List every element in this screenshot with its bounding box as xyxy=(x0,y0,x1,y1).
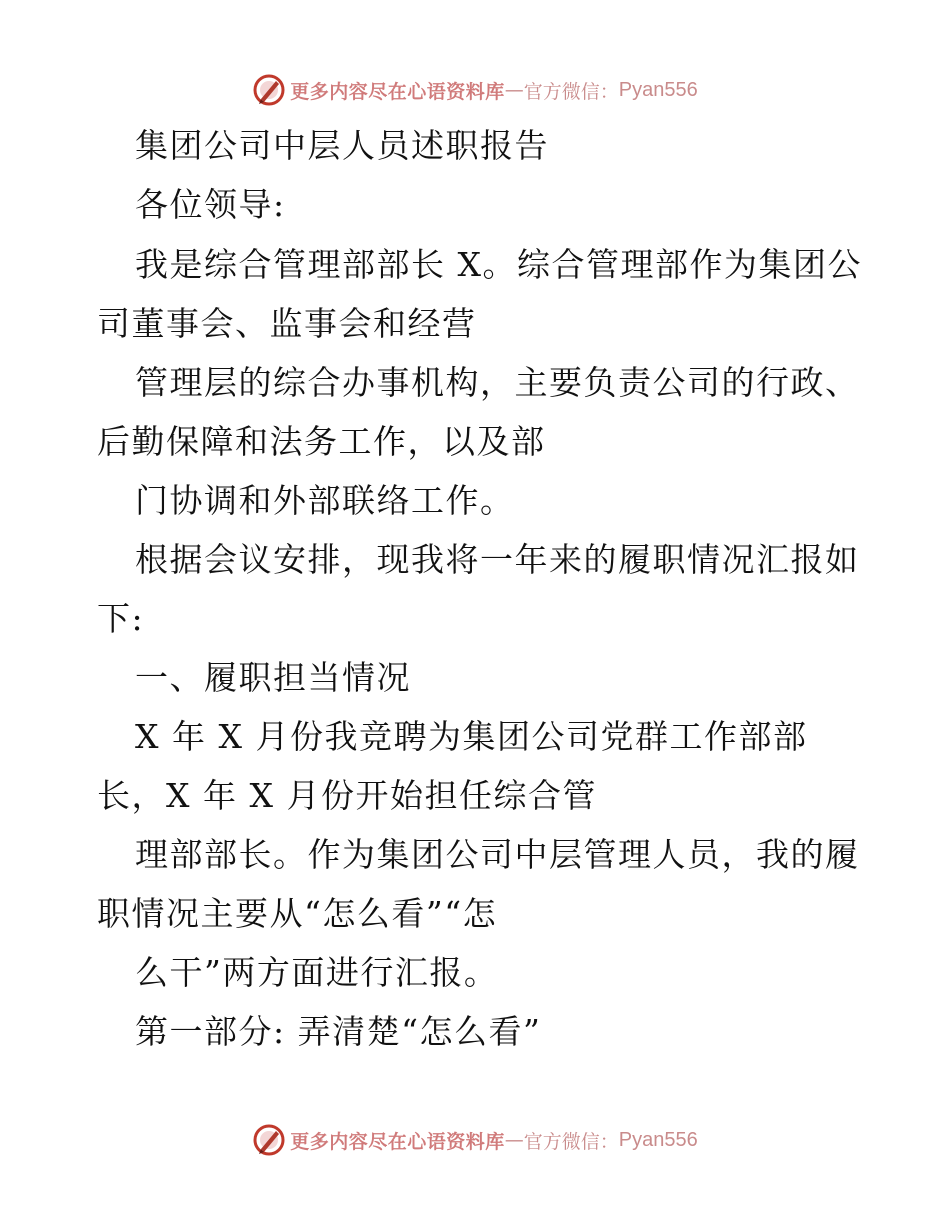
wechat-id: Pyan556 xyxy=(618,1128,698,1151)
paragraph-line: 管理层的综合办事机构，主要负责公司的行政、 xyxy=(135,363,860,402)
paragraph-line: 么干”两方面进行汇报。 xyxy=(135,953,499,992)
paragraph-line: 我是综合管理部部长 X。综合管理部作为集团公 xyxy=(135,245,862,284)
subsection-heading: 第一部分: 弄清楚“怎么看” xyxy=(135,1012,542,1051)
brand-text: 更多内容尽在心语资料库 xyxy=(290,1130,505,1153)
paragraph-line: X 年 X 月份我竞聘为集团公司党群工作部部 xyxy=(135,717,808,756)
document-title: 集团公司中层人员述职报告 xyxy=(135,126,549,165)
banner-separator: — xyxy=(504,1129,524,1151)
section-heading: 一、履职担当情况 xyxy=(135,658,411,697)
salutation: 各位领导: xyxy=(135,185,286,224)
pen-logo-icon xyxy=(252,1123,286,1157)
paragraph-line: 下: xyxy=(97,599,145,638)
header-watermark-banner xyxy=(0,68,950,112)
pen-logo-icon xyxy=(252,73,286,107)
paragraph-line: 理部部长。作为集团公司中层管理人员，我的履 xyxy=(135,835,860,874)
banner-separator: — xyxy=(504,79,524,101)
wechat-label: 官方微信： xyxy=(523,1130,619,1153)
footer-watermark-banner xyxy=(0,1118,950,1162)
paragraph-line: 职情况主要从“怎么看”“怎 xyxy=(97,894,498,933)
paragraph-line: 根据会议安排，现我将一年来的履职情况汇报如 xyxy=(135,540,860,579)
brand-text: 更多内容尽在心语资料库 xyxy=(290,80,505,103)
paragraph-line: 司董事会、监事会和经营 xyxy=(97,304,477,343)
wechat-label: 官方微信： xyxy=(523,80,619,103)
paragraph-line: 后勤保障和法务工作，以及部 xyxy=(97,422,546,461)
wechat-id: Pyan556 xyxy=(618,78,698,101)
paragraph-line: 门协调和外部联络工作。 xyxy=(135,481,515,520)
paragraph-line: 长，X 年 X 月份开始担任综合管 xyxy=(97,776,597,815)
